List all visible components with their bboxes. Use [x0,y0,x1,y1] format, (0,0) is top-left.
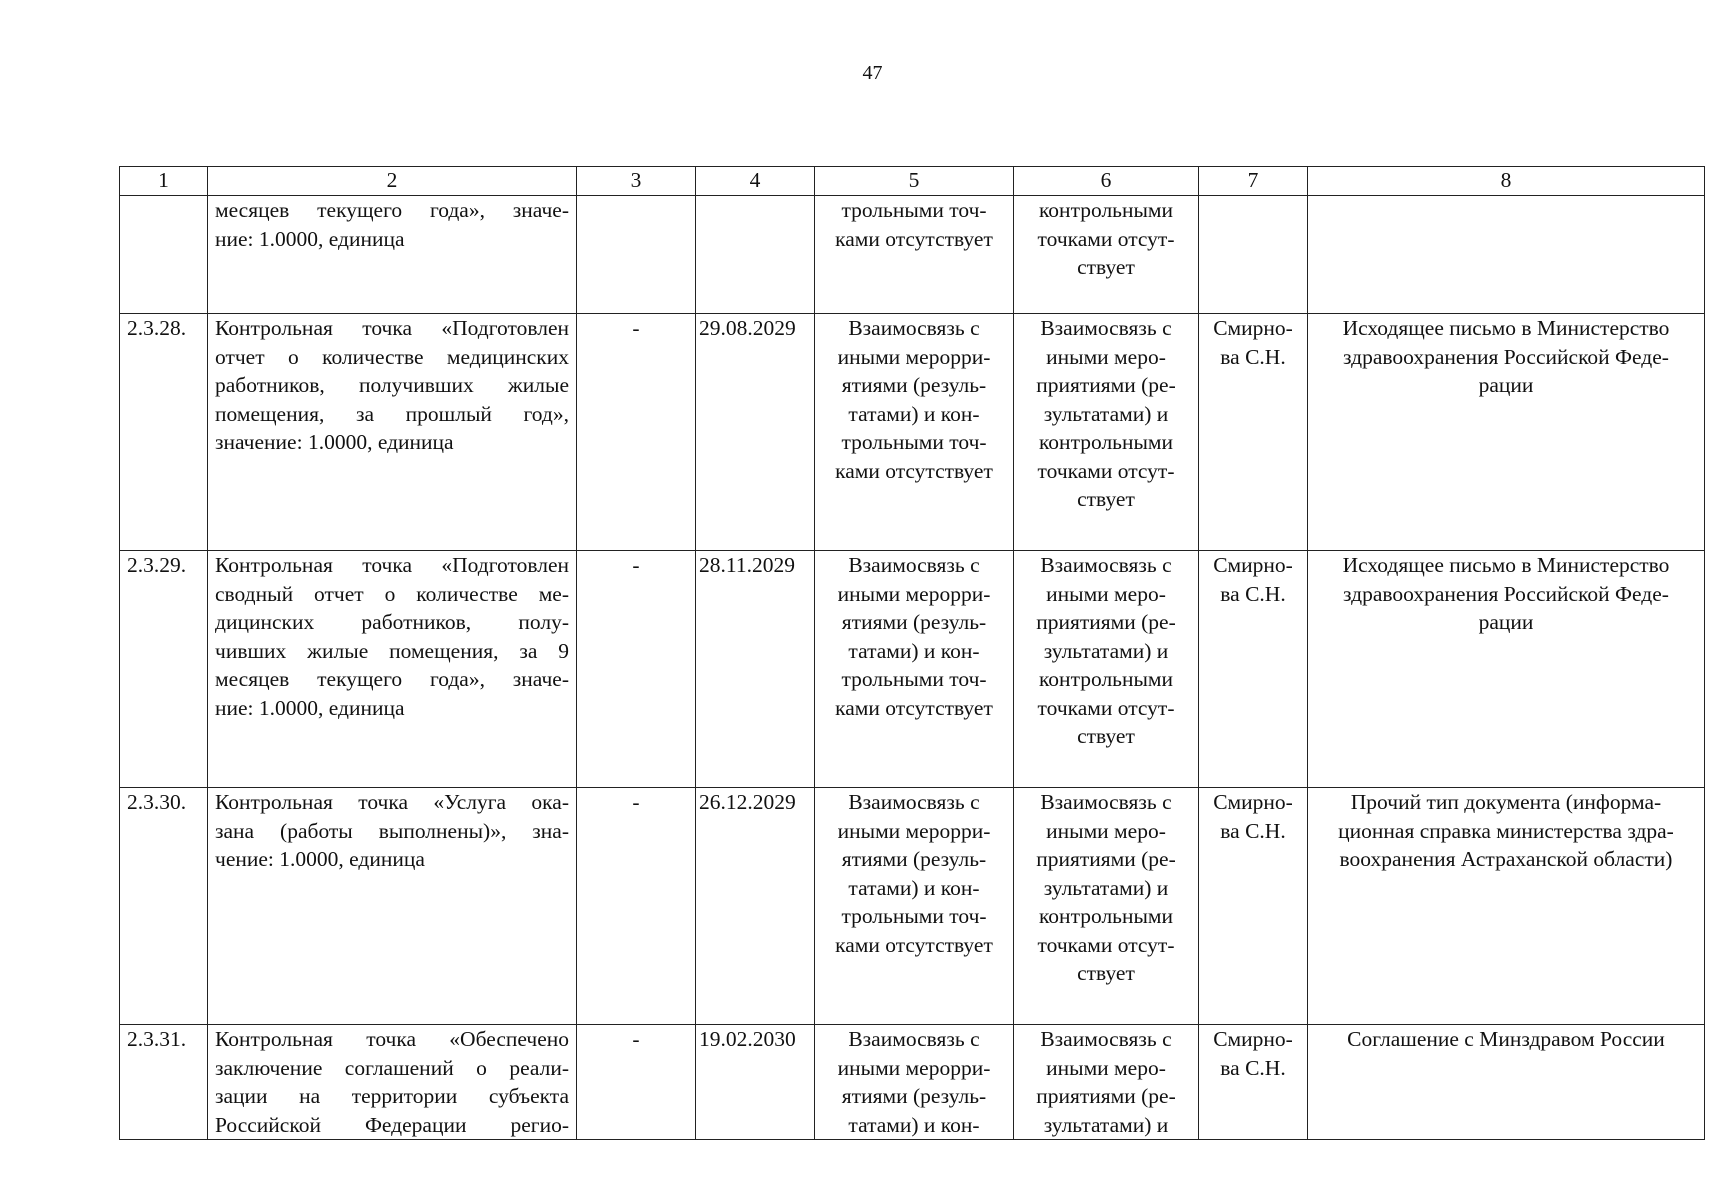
item-number: 2.3.30. [120,788,208,1025]
item-name-line: отчет о количестве медицинских [215,344,569,369]
item-name-line: ние: 1.0000, единица [215,226,405,251]
item-type [577,196,696,314]
item-name-line: месяцев текущего года», значе- [215,198,569,222]
item-name-line: Контрольная точка «Услуга ока- [215,790,569,814]
relation-points-text: Взаимосвязь с иными меро- приятиями (ре- зультатами) и контрольными точками отсут- ствует [1036,790,1176,985]
relation-points-text: Взаимосвязь с иными меро- приятиями (ре- зультатами) и [1036,1027,1176,1137]
item-name-line: сводный отчет о количестве ме- [215,581,569,606]
responsible [1199,1025,1308,1140]
column-header: 7 [1199,167,1308,196]
item-number: 2.3.29. [120,551,208,788]
relation-results [815,196,1014,314]
column-header: 1 [120,167,208,196]
responsible [1199,314,1308,551]
relation-points [1014,1025,1199,1140]
item-name-line: чение: 1.0000, единица [215,847,425,871]
item-date: 28.11.2029 [696,551,815,788]
column-header: 3 [577,167,696,196]
item-name-line: Контрольная точка «Подготовлен [215,316,569,340]
table-header-row [120,167,1705,196]
document-type [1308,196,1705,314]
responsible [1199,788,1308,1025]
relation-results-text: Взаимосвязь с иными мероpри- ятиями (резуль- татами) и кон- трольными точ- ками отсутствует [835,316,993,483]
relation-results [815,1025,1014,1140]
item-type: - [577,551,696,788]
item-type: - [577,788,696,1025]
table-row [120,314,1705,551]
item-name-line: помещения, за прошлый год», [215,401,569,426]
item-name [208,551,577,788]
item-date: 29.08.2029 [696,314,815,551]
relation-points [1014,788,1199,1025]
relation-results-text: Взаимосвязь с иными мероpри- ятиями (резуль- татами) и кон- [837,1027,991,1137]
table-row [120,551,1705,788]
item-name-line: зации на территории субъекта [215,1084,569,1108]
document-type [1308,551,1705,788]
relation-points [1014,551,1199,788]
item-name-line: значение: 1.0000, единица [215,430,454,454]
item-name [208,1025,577,1140]
item-name-line: Контрольная точка «Обеспечено [215,1027,569,1051]
table-row [120,788,1705,1025]
item-number: 2.3.28. [120,314,208,551]
control-points-table [119,166,1705,1140]
item-name-line: ние: 1.0000, единица [215,695,405,720]
page-number: 47 [862,62,883,84]
item-name-line: заключение соглашений о реали- [215,1055,569,1080]
document-type [1308,788,1705,1025]
item-name-line: работников, получивших жилые [215,373,569,397]
responsible [1199,196,1308,314]
item-date [696,196,815,314]
responsible-text: Смирно- ва С.Н. [1213,316,1293,369]
relation-results [815,314,1014,551]
relation-results-text: трольными точ- ками отсутствует [835,198,993,251]
column-header: 8 [1308,167,1705,196]
responsible [1199,551,1308,788]
item-name-line: дицинских работников, полу- [215,610,569,634]
item-type: - [577,314,696,551]
table-row [120,196,1705,314]
column-header: 6 [1014,167,1199,196]
document-type-text: Соглашение с Минздравом России [1347,1027,1665,1051]
relation-points-text: Взаимосвязь с иными меро- приятиями (ре- зультатами) и контрольными точками отсут- ствует [1036,316,1176,511]
item-number [120,196,208,314]
relation-results-text: Взаимосвязь с иными мероpри- ятиями (резуль- татами) и кон- трольными точ- ками отсутствует [835,553,993,720]
item-type: - [577,1025,696,1140]
relation-points [1014,314,1199,551]
item-name [208,788,577,1025]
document-type-text: Исходящее письмо в Министерство здравоохранения Российской Феде- рации [1342,316,1670,397]
table-row [120,1025,1705,1140]
relation-results-text: Взаимосвязь с иными мероpри- ятиями (резуль- татами) и кон- трольными точ- ками отсутствует [835,790,993,957]
column-header: 5 [815,167,1014,196]
item-name [208,314,577,551]
item-date: 19.02.2030 [696,1025,815,1140]
relation-results [815,788,1014,1025]
relation-results [815,551,1014,788]
item-name-line: месяцев текущего года», значе- [215,667,569,691]
item-name-line: зана (работы выполнены)», зна- [215,818,569,843]
relation-points-text: Взаимосвязь с иными меро- приятиями (ре- зультатами) и контрольными точками отсут- ствует [1036,553,1176,748]
responsible-text: Смирно- ва С.Н. [1213,553,1293,606]
column-header: 4 [696,167,815,196]
item-name [208,196,577,314]
document-type-text: Исходящее письмо в Министерство здравоохранения Российской Феде- рации [1342,553,1670,634]
column-header: 2 [208,167,577,196]
item-name-line: Российской Федерации регио- [215,1112,569,1137]
document-type [1308,1025,1705,1140]
relation-points-text: контрольными точками отсут- ствует [1037,198,1175,279]
relation-points [1014,196,1199,314]
responsible-text: Смирно- ва С.Н. [1213,1027,1293,1080]
document-type [1308,314,1705,551]
item-name-line: Контрольная точка «Подготовлен [215,553,569,577]
responsible-text: Смирно- ва С.Н. [1213,790,1293,843]
item-date: 26.12.2029 [696,788,815,1025]
item-name-line: чивших жилые помещения, за 9 [215,638,569,663]
document-type-text: Прочий тип документа (информа- ционная справка министерства здра- воохранения Астраханской области) [1338,790,1674,871]
item-number: 2.3.31. [120,1025,208,1140]
